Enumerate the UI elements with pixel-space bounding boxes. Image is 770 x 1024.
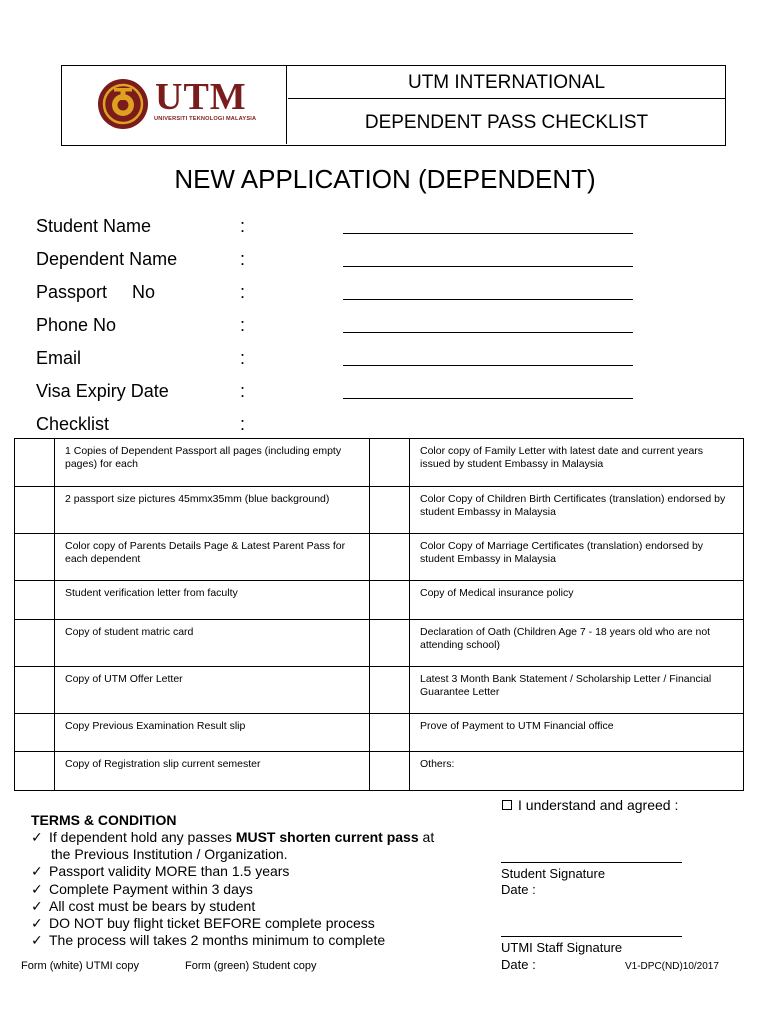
checklist-item: Color Copy of Marriage Certificates (translation) endorsed by student Embassy in Malaysia: [410, 534, 744, 581]
table-row: [15, 714, 744, 752]
utm-emblem-icon: [97, 78, 149, 130]
term-item: ✓ All cost must be bears by student: [31, 898, 256, 914]
checklist-item: 2 passport size pictures 45mmx35mm (blue background): [55, 487, 370, 534]
checklist-item: Copy of Registration slip current semester: [55, 752, 370, 791]
logo-cell: [62, 66, 287, 144]
checkbox[interactable]: [15, 534, 55, 581]
term-item: ✓ DO NOT buy flight ticket BEFORE complete process: [31, 915, 375, 931]
footer-green-copy: Form (green) Student copy: [185, 960, 317, 972]
checklist-item: Color copy of Parents Details Page & Latest Parent Pass for each dependent: [55, 534, 370, 581]
staff-signature-label: UTMI Staff Signature: [501, 940, 623, 955]
field-colon: :: [240, 414, 246, 434]
checklist-item: Prove of Payment to UTM Financial office: [410, 714, 744, 752]
checkbox[interactable]: [15, 439, 55, 487]
utm-logo-subtext: UNIVERSITI TEKNOLOGI MALAYSIA: [154, 116, 257, 122]
header-subtitle: DEPENDENT PASS CHECKLIST: [364, 112, 649, 133]
checkbox[interactable]: [370, 534, 410, 581]
field-colon: :: [240, 216, 246, 236]
checkbox[interactable]: [370, 714, 410, 752]
table-row: [15, 439, 744, 487]
staff-signature-line[interactable]: [501, 936, 682, 937]
term-item: ✓ The process will takes 2 months minimum to complete: [31, 932, 386, 948]
checklist-item: Student verification letter from faculty: [55, 581, 370, 620]
checkbox[interactable]: [370, 752, 410, 791]
visa-expiry-label: Visa Expiry Date: [36, 381, 169, 401]
field-colon: :: [240, 315, 246, 335]
checkmark-icon: ✓: [31, 915, 43, 931]
field-colon: :: [240, 348, 246, 368]
email-label: Email: [36, 348, 82, 368]
checkbox[interactable]: [370, 581, 410, 620]
email-field[interactable]: [343, 365, 633, 366]
checkbox[interactable]: [15, 487, 55, 534]
checklist-item: Copy Previous Examination Result slip: [55, 714, 370, 752]
checkmark-icon: ✓: [31, 829, 43, 845]
checklist-label: Checklist: [36, 414, 110, 434]
utm-logo-text: UTM: [155, 76, 247, 118]
agree-label: I understand and agreed :: [518, 797, 679, 813]
checklist-item: Color Copy of Children Birth Certificates (translation) endorsed by student Embassy in Malaysia: [410, 487, 744, 534]
header-box: [61, 65, 726, 146]
checklist-item: 1 Copies of Dependent Passport all pages (including empty pages) for each: [55, 439, 370, 487]
dependent-name-label: Dependent Name: [36, 249, 178, 269]
checklist-item: Copy of UTM Offer Letter: [55, 667, 370, 714]
checkmark-icon: ✓: [31, 881, 43, 897]
header-title: UTM INTERNATIONAL: [288, 66, 725, 99]
table-row: [15, 620, 744, 667]
student-signature-label: Student Signature: [501, 866, 606, 881]
checklist-table: [14, 438, 744, 791]
table-row: [15, 487, 744, 534]
checkmark-icon: ✓: [31, 932, 43, 948]
student-signature-line[interactable]: [501, 862, 682, 863]
staff-date-label: Date :: [501, 957, 536, 972]
checklist-item: Declaration of Oath (Children Age 7 - 18 years old who are not attending school): [410, 620, 744, 667]
field-colon: :: [240, 282, 246, 302]
table-row: [15, 667, 744, 714]
checkbox[interactable]: [370, 487, 410, 534]
passport-no-label: Passport No: [36, 282, 156, 302]
term-item-continued: the Previous Institution / Organization.: [51, 846, 288, 862]
page-title: NEW APPLICATION (DEPENDENT): [174, 164, 596, 194]
agree-checkbox[interactable]: [502, 797, 678, 813]
checklist-item: Copy of Medical insurance policy: [410, 581, 744, 620]
table-row: [15, 581, 744, 620]
footer-white-copy: Form (white) UTMI copy: [21, 960, 139, 972]
checkbox[interactable]: [370, 439, 410, 487]
term-item: ✓ Complete Payment within 3 days: [31, 881, 253, 897]
checkbox[interactable]: [15, 581, 55, 620]
checkmark-icon: ✓: [31, 898, 43, 914]
checklist-item: Copy of student matric card: [55, 620, 370, 667]
checklist-item: Latest 3 Month Bank Statement / Scholarship Letter / Financial Guarantee Letter: [410, 667, 744, 714]
checklist-item: Others:: [410, 752, 744, 791]
checkbox[interactable]: [15, 620, 55, 667]
table-row: [15, 752, 744, 791]
checkmark-icon: ✓: [31, 863, 43, 879]
term-item: ✓ Passport validity MORE than 1.5 years: [31, 863, 290, 879]
student-name-field[interactable]: [343, 233, 633, 234]
passport-no-field[interactable]: [343, 299, 633, 300]
phone-no-label: Phone No: [36, 315, 117, 335]
checkbox-icon[interactable]: [502, 800, 512, 810]
field-colon: :: [240, 381, 246, 401]
checkbox[interactable]: [370, 667, 410, 714]
student-date-label: Date :: [501, 882, 536, 897]
checklist-item: Color copy of Family Letter with latest date and current years issued by student Embassy in Malaysia: [410, 439, 744, 487]
checkbox[interactable]: [15, 752, 55, 791]
terms-title: TERMS & CONDITION: [31, 812, 177, 828]
dependent-name-field[interactable]: [343, 266, 633, 267]
term-item: ✓ If dependent hold any passes MUST shorten current pass at: [31, 829, 435, 845]
phone-no-field[interactable]: [343, 332, 633, 333]
visa-expiry-field[interactable]: [343, 398, 633, 399]
checkbox[interactable]: [15, 667, 55, 714]
form-code: V1-DPC(ND)10/2017: [625, 961, 719, 972]
field-colon: :: [240, 249, 246, 269]
checkbox[interactable]: [370, 620, 410, 667]
table-row: [15, 534, 744, 581]
student-name-label: Student Name: [36, 216, 152, 236]
checkbox[interactable]: [15, 714, 55, 752]
